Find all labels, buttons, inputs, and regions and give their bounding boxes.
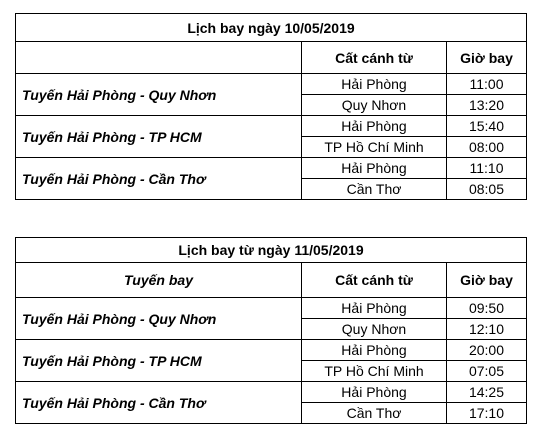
flight-time: 08:00 bbox=[447, 137, 527, 158]
departure-city: Hải Phòng bbox=[302, 382, 447, 403]
departure-city: Cần Thơ bbox=[302, 179, 447, 200]
schedule-title: Lịch bay từ ngày 11/05/2019 bbox=[16, 238, 527, 263]
departure-city: Hải Phòng bbox=[302, 116, 447, 137]
departure-column-header: Cất cánh từ bbox=[302, 42, 447, 74]
schedule-title: Lịch bay ngày 10/05/2019 bbox=[16, 14, 527, 42]
schedule-table-2 bbox=[15, 237, 527, 424]
flight-time: 07:05 bbox=[447, 361, 527, 382]
departure-city: Hải Phòng bbox=[302, 74, 447, 95]
flight-time: 17:10 bbox=[447, 403, 527, 424]
departure-city: Hải Phòng bbox=[302, 158, 447, 179]
flight-time: 11:10 bbox=[447, 158, 527, 179]
departure-city: Hải Phòng bbox=[302, 340, 447, 361]
route-column-header bbox=[16, 42, 302, 74]
departure-city: Hải Phòng bbox=[302, 298, 447, 319]
route-name: Tuyến Hải Phòng - Quy Nhơn bbox=[16, 298, 302, 340]
time-column-header: Giờ bay bbox=[447, 263, 527, 298]
flight-time: 12:10 bbox=[447, 319, 527, 340]
flight-time: 09:50 bbox=[447, 298, 527, 319]
route-name: Tuyến Hải Phòng - TP HCM bbox=[16, 340, 302, 382]
flight-time: 14:25 bbox=[447, 382, 527, 403]
route-name: Tuyến Hải Phòng - Cần Thơ bbox=[16, 158, 302, 200]
route-name: Tuyến Hải Phòng - Quy Nhơn bbox=[16, 74, 302, 116]
schedule-table-1 bbox=[15, 13, 527, 200]
flight-time: 13:20 bbox=[447, 95, 527, 116]
flight-time: 11:00 bbox=[447, 74, 527, 95]
route-name: Tuyến Hải Phòng - TP HCM bbox=[16, 116, 302, 158]
departure-city: Cần Thơ bbox=[302, 403, 447, 424]
time-column-header: Giờ bay bbox=[447, 42, 527, 74]
flight-time: 08:05 bbox=[447, 179, 527, 200]
flight-time: 15:40 bbox=[447, 116, 527, 137]
departure-city: Quy Nhơn bbox=[302, 319, 447, 340]
route-column-header: Tuyến bay bbox=[16, 263, 302, 298]
flight-time: 20:00 bbox=[447, 340, 527, 361]
departure-city: TP Hồ Chí Minh bbox=[302, 361, 447, 382]
departure-city: TP Hồ Chí Minh bbox=[302, 137, 447, 158]
departure-column-header: Cất cánh từ bbox=[302, 263, 447, 298]
departure-city: Quy Nhơn bbox=[302, 95, 447, 116]
route-name: Tuyến Hải Phòng - Cần Thơ bbox=[16, 382, 302, 424]
